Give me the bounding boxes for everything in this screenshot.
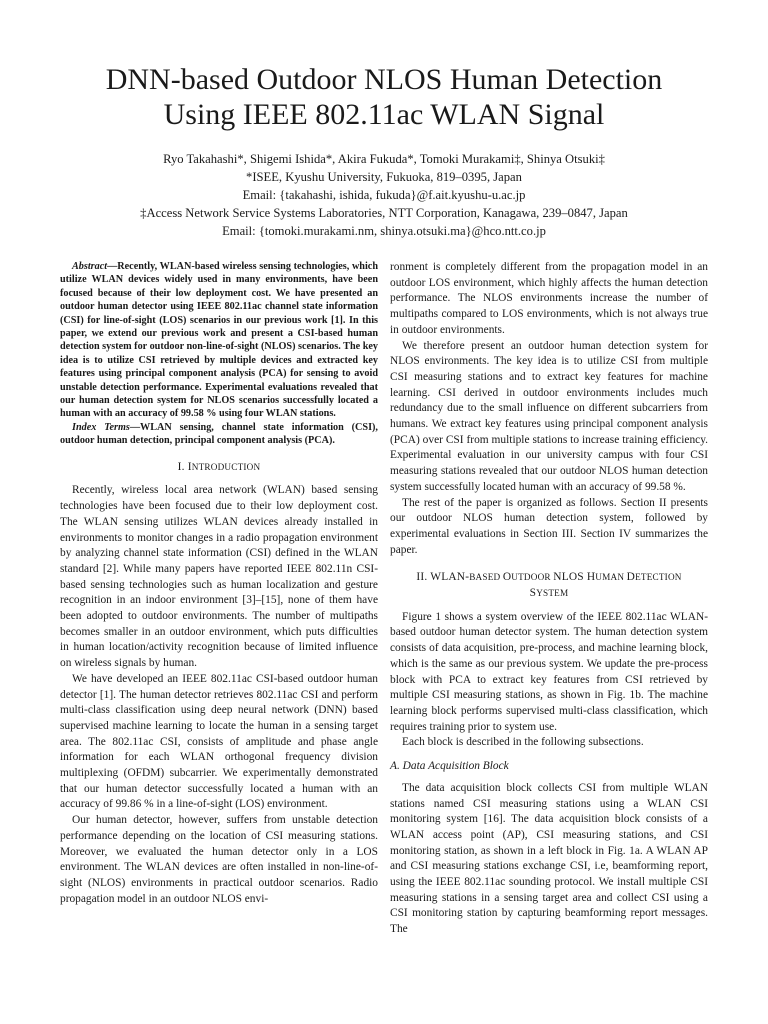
author-block	[60, 150, 708, 240]
section-heading-system: II. WLAN-BASED OUTDOOR NLOS HUMAN DETECTION SYSTEM	[416, 571, 682, 600]
email-2: Email: {tomoki.murakami.nm, shinya.otsuki.ma}@hco.ntt.co.jp	[222, 224, 546, 238]
index-terms-label: Index Terms	[72, 421, 130, 433]
section-heading-introduction: I. INTRODUCTION	[177, 460, 261, 473]
author-list: Ryo Takahashi*, Shigemi Ishida*, Akira Fukuda*, Tomoki Murakami‡, Shinya Otsuki‡	[163, 152, 605, 166]
index-terms	[60, 421, 378, 448]
right-column	[390, 260, 708, 938]
abstract	[60, 260, 378, 421]
intro-paragraph-3-continued: ronment is completely different from the propagation model in an outdoor LOS environment, which highly affects the human detection performance. The NLOS environments increase the number of multipaths compared to LOS environments, which is not always true in outdoor environments.	[390, 261, 708, 336]
abstract-text: —Recently, WLAN-based wireless sensing technologies, which utilize WLAN devices widely used in many environments, have been focused because of their low deployment cost. We have presented an outdoor human detector using IEEE 802.11ac channel state information (CSI) for line-of-sight (LOS) scenarios in our previous work [1]. In this paper, we extend our previous work and present a CSI-based human detection system for outdoor non-line-of-sight (NLOS) scenarios. The key idea is to utilize CSI retrieved by multiple devices and extracted key features using principal component analysis (PCA) for sensing to avoid unstable detection performance. Experimental evaluations revealed that our human detection system for NLOS scenarios successfully located a human with an accuracy of 99.58 % using four WLAN stations.	[60, 261, 378, 420]
title-line-2: Using IEEE 802.11ac WLAN Signal	[163, 98, 605, 131]
system-paragraph-1: Figure 1 shows a system overview of the IEEE 802.11ac WLAN-based outdoor human detector system. The human detection system consists of data acquisition, pre-process, and machine learning block, which is the same as our previous system. We update the pre-process block with PCA to extract key features from CSI retrieved by multiple CSI measuring stations, as shown in Fig. 1b. The machine learning block performs supervised multi-class classification, which requires training prior to system use.	[390, 610, 708, 733]
intro-paragraph-3: Our human detector, however, suffers from unstable detection performance depending on the location of CSI measuring stations. Moreover, we evaluated the human detector only in a LOS environment. The WLAN devices are often installed in non-line-of-sight (NLOS) environments in practical outdoor scenarios. Radio propagation model in an outdoor NLOS envi-	[60, 814, 378, 905]
intro-paragraph-2: We have developed an IEEE 802.11ac CSI-based outdoor human detector [1]. The human detector retrieves 802.11ac CSI and perform multi-class classification using deep neural network (DNN) based supervised machine learning to locate the human in a sensing target area. The 802.11ac CSI, consists of amplitude and phase angle information for each WLAN orthogonal frequency division multiplexing (OFDM) subcarrier. We experimentally demonstrated that our human detector successfully located a human with an accuracy of 99.86 % in a line-of-sight (LOS) environment.	[60, 672, 378, 811]
title-line-1: DNN-based Outdoor NLOS Human Detection	[105, 63, 663, 96]
affiliation-1: *ISEE, Kyushu University, Fukuoka, 819–0395, Japan	[246, 170, 522, 184]
affiliation-2: ‡Access Network Service Systems Laboratories, NTT Corporation, Kanagawa, 239–0847, Japan	[140, 206, 628, 220]
paper-title	[60, 62, 708, 132]
data-acquisition-paragraph: The data acquisition block collects CSI from multiple WLAN stations named CSI measuring stations using a WLAN CSI monitoring system [16]. The data acquisition block consists of a WLAN access point (AP), CSI measuring stations, and CSI monitoring station, as shown in a left block in Fig. 1a. A WLAN AP and CSI measuring stations exchange CSI, i.e, beamforming report, using the IEEE 802.11ac sounding protocol. We install multiple CSI measuring stations in a sensing target area and collect CSI using a CSI monitoring station by capturing beamforming report messages. The	[390, 781, 708, 936]
subsection-heading-data-acquisition: A. Data Acquisition Block	[390, 760, 509, 773]
left-column	[60, 260, 378, 907]
index-terms-text: —WLAN sensing, channel state information (CSI), outdoor human detection, principal component analysis (PCA).	[60, 421, 378, 447]
intro-paragraph-1: Recently, wireless local area network (WLAN) based sensing technologies have been focused due to their low deployment cost. The WLAN sensing utilizes WLAN devices already installed in environments to monitor changes in a radio propagation environment by analyzing channel state information (CSI) defined in the WLAN standard [2]. While many papers have reported IEEE 802.11n CSI-based sensing technologies such as human localization and gesture recognition in an indoor environment [3]–[15], none of them have been adopted to outdoor environments. The number of multipaths becomes smaller in an outdoor environment, which puts difficulties in human location/activity recognition because of limited influence on wireless signals by human.	[60, 484, 378, 670]
system-paragraph-2: Each block is described in the following subsections.	[402, 736, 644, 749]
intro-paragraph-5: The rest of the paper is organized as follows. Section II presents our outdoor NLOS human detection system, followed by experimental evaluations in Section III. Section IV summarizes the paper.	[390, 496, 708, 556]
intro-paragraph-4: We therefore present an outdoor human detection system for NLOS environments. The key idea is to utilize CSI from multiple CSI measuring stations and to extract key features for machine learning. CSI derived in outdoor environments includes much redundancy due to the small influence on different subcarriers from humans. We extract key features using principal component analysis (PCA) over CSI from multiple stations to increase training efficiency. Experimental evaluation in our university campus with four CSI measuring stations revealed that our outdoor NLOS human detection system successfully located human with an accuracy of 99.58 %.	[390, 339, 708, 493]
email-1: Email: {takahashi, ishida, fukuda}@f.ait.kyushu-u.ac.jp	[242, 188, 526, 202]
abstract-label: Abstract	[72, 261, 108, 272]
